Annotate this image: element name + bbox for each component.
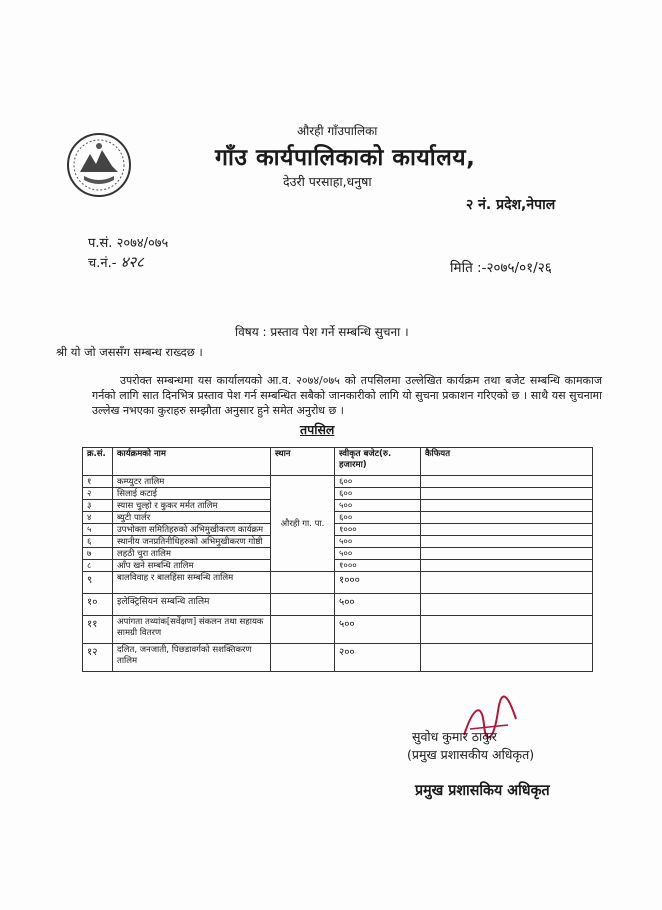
row-location-empty bbox=[271, 644, 335, 672]
table-row bbox=[83, 476, 593, 488]
salutation: श्री यो जो जससँग सम्बन्ध राख्दछ । bbox=[56, 345, 203, 359]
row-sn: ११ bbox=[83, 616, 113, 644]
table-row bbox=[83, 488, 593, 500]
dispatch-value: ४२८ bbox=[120, 253, 144, 271]
row-program: इलेक्ट्रिसियन सम्बन्धि तालिम bbox=[113, 594, 271, 616]
row-sn: १० bbox=[83, 594, 113, 616]
row-remarks bbox=[421, 488, 593, 500]
office-address: देउरी परसाहा,धनुषा bbox=[283, 174, 372, 189]
table-row bbox=[83, 500, 593, 512]
row-location-empty bbox=[271, 594, 335, 616]
row-remarks bbox=[421, 616, 593, 644]
header-program: कार्यक्रमको नाम bbox=[113, 448, 271, 476]
table-row bbox=[83, 594, 593, 616]
dispatch-label: च.नं.- bbox=[88, 256, 117, 271]
row-sn: ९ bbox=[83, 572, 113, 594]
row-location: औरही गा. पा. bbox=[271, 476, 335, 572]
row-budget: ५०० bbox=[335, 536, 421, 548]
row-program: सिलाई कटाई bbox=[113, 488, 271, 500]
row-sn: ३ bbox=[83, 500, 113, 512]
notice-body: उपरोक्त सम्बन्धमा यस कार्यालयको आ.व. २०७४/०७५ को तपसिलमा उल्लेखित कार्यक्रम तथा बजेट सम्बन्धि कामकाज गर्नको लागि सात दिनभित्र प्रस्ताव पेश गर्न सम्बन्धित सबैको जानकारीको लागि यो सुचना प्रकाशन गरिएको छ । साथै यस सुचनामा उल्लेख नभएका कुराहरु सम्झौता अनुसार हुने समेत अनुरोध छ । bbox=[92, 374, 602, 417]
row-remarks bbox=[421, 572, 593, 594]
table-row bbox=[83, 512, 593, 524]
table-row bbox=[83, 536, 593, 548]
row-budget: ६०० bbox=[335, 488, 421, 500]
row-sn: ६ bbox=[83, 536, 113, 548]
row-program: दलित, जनजाती, पिछडावर्गको सशक्तिकरण तालिम bbox=[113, 644, 271, 672]
row-sn: ५ bbox=[83, 524, 113, 536]
signatory-role: (प्रमुख प्रशासकीय अधिकृत) bbox=[407, 747, 535, 762]
table-row bbox=[83, 560, 593, 572]
signatory-name: सुवोध कुमार ठाकुर bbox=[412, 729, 497, 744]
row-budget: ५०० bbox=[335, 548, 421, 560]
table-row bbox=[83, 548, 593, 560]
row-budget: २०० bbox=[335, 644, 421, 672]
row-budget: ५०० bbox=[335, 500, 421, 512]
municipality-name: औरही गाँउपालिका bbox=[297, 124, 378, 138]
table-row bbox=[83, 644, 593, 672]
row-budget: १००० bbox=[335, 572, 421, 594]
office-title: गाँउ कार्यपालिकाको कार्यालय, bbox=[215, 145, 476, 171]
province-name: २ नं. प्रदेश,नेपाल bbox=[466, 197, 556, 213]
subject-line: विषय : प्रस्ताव पेश गर्ने सम्बन्धि सुचना । bbox=[235, 325, 409, 339]
row-sn: ८ bbox=[83, 560, 113, 572]
programs-table bbox=[82, 447, 593, 672]
table-row bbox=[83, 616, 593, 644]
official-stamp: प्रमुख प्रशासकिय अधिकृत bbox=[415, 781, 550, 799]
row-budget: ६०० bbox=[335, 476, 421, 488]
row-remarks bbox=[421, 476, 593, 488]
header-remarks: कैफियत bbox=[421, 448, 593, 476]
row-remarks bbox=[421, 536, 593, 548]
row-remarks bbox=[421, 594, 593, 616]
row-program: अपांगता तथ्यांक[सर्वेक्षण] संकलन तथा सहायक सामग्री वितरण bbox=[113, 616, 271, 644]
row-sn: ७ bbox=[83, 548, 113, 560]
row-sn: १ bbox=[83, 476, 113, 488]
header-sn: क्र.सं. bbox=[83, 448, 113, 476]
row-program: स्यास चुल्हो र कुकर मर्मत तालिम bbox=[113, 500, 271, 512]
row-program: लहठी चुरा तालिम bbox=[113, 548, 271, 560]
row-remarks bbox=[421, 512, 593, 524]
row-sn: २ bbox=[83, 488, 113, 500]
row-program: ब्युटी पार्लर bbox=[113, 512, 271, 524]
header-budget: स्वीकृत बजेट(रु. हजारमा) bbox=[335, 448, 421, 476]
notice-date: मिति :-२०७५/०१/२६ bbox=[450, 260, 552, 276]
row-remarks bbox=[421, 644, 593, 672]
row-budget: १००० bbox=[335, 560, 421, 572]
row-program: कम्प्युटर तालिम bbox=[113, 476, 271, 488]
header-location: स्थान bbox=[271, 448, 335, 476]
dispatch-number bbox=[88, 252, 144, 272]
nepal-emblem-icon bbox=[66, 132, 132, 198]
row-program: उपभोक्ता समितिहरुको अभिमुखीकरण कार्यक्रम bbox=[113, 524, 271, 536]
reference-number: प.सं. २०७४/०७५ bbox=[88, 236, 169, 251]
row-remarks bbox=[421, 548, 593, 560]
table-row bbox=[83, 572, 593, 594]
row-program: आँप खने सम्बन्धि तालिम bbox=[113, 560, 271, 572]
row-budget: ५०० bbox=[335, 616, 421, 644]
row-location-empty bbox=[271, 616, 335, 644]
row-budget: १००० bbox=[335, 524, 421, 536]
row-program: स्थानीय जनप्रतिनीधिहरुको अभिमुखीकरण गोष्ठी bbox=[113, 536, 271, 548]
table-header-row bbox=[83, 448, 593, 476]
row-budget: ६०० bbox=[335, 512, 421, 524]
row-program: बालविवाह र बालहिंसा सम्बन्धि तालिम bbox=[113, 572, 271, 594]
row-location-empty bbox=[271, 572, 335, 594]
row-remarks bbox=[421, 500, 593, 512]
table-title: तपसिल bbox=[300, 422, 335, 437]
row-budget: ५०० bbox=[335, 594, 421, 616]
row-remarks bbox=[421, 560, 593, 572]
row-sn: ४ bbox=[83, 512, 113, 524]
row-remarks bbox=[421, 524, 593, 536]
row-sn: १२ bbox=[83, 644, 113, 672]
table-row bbox=[83, 524, 593, 536]
